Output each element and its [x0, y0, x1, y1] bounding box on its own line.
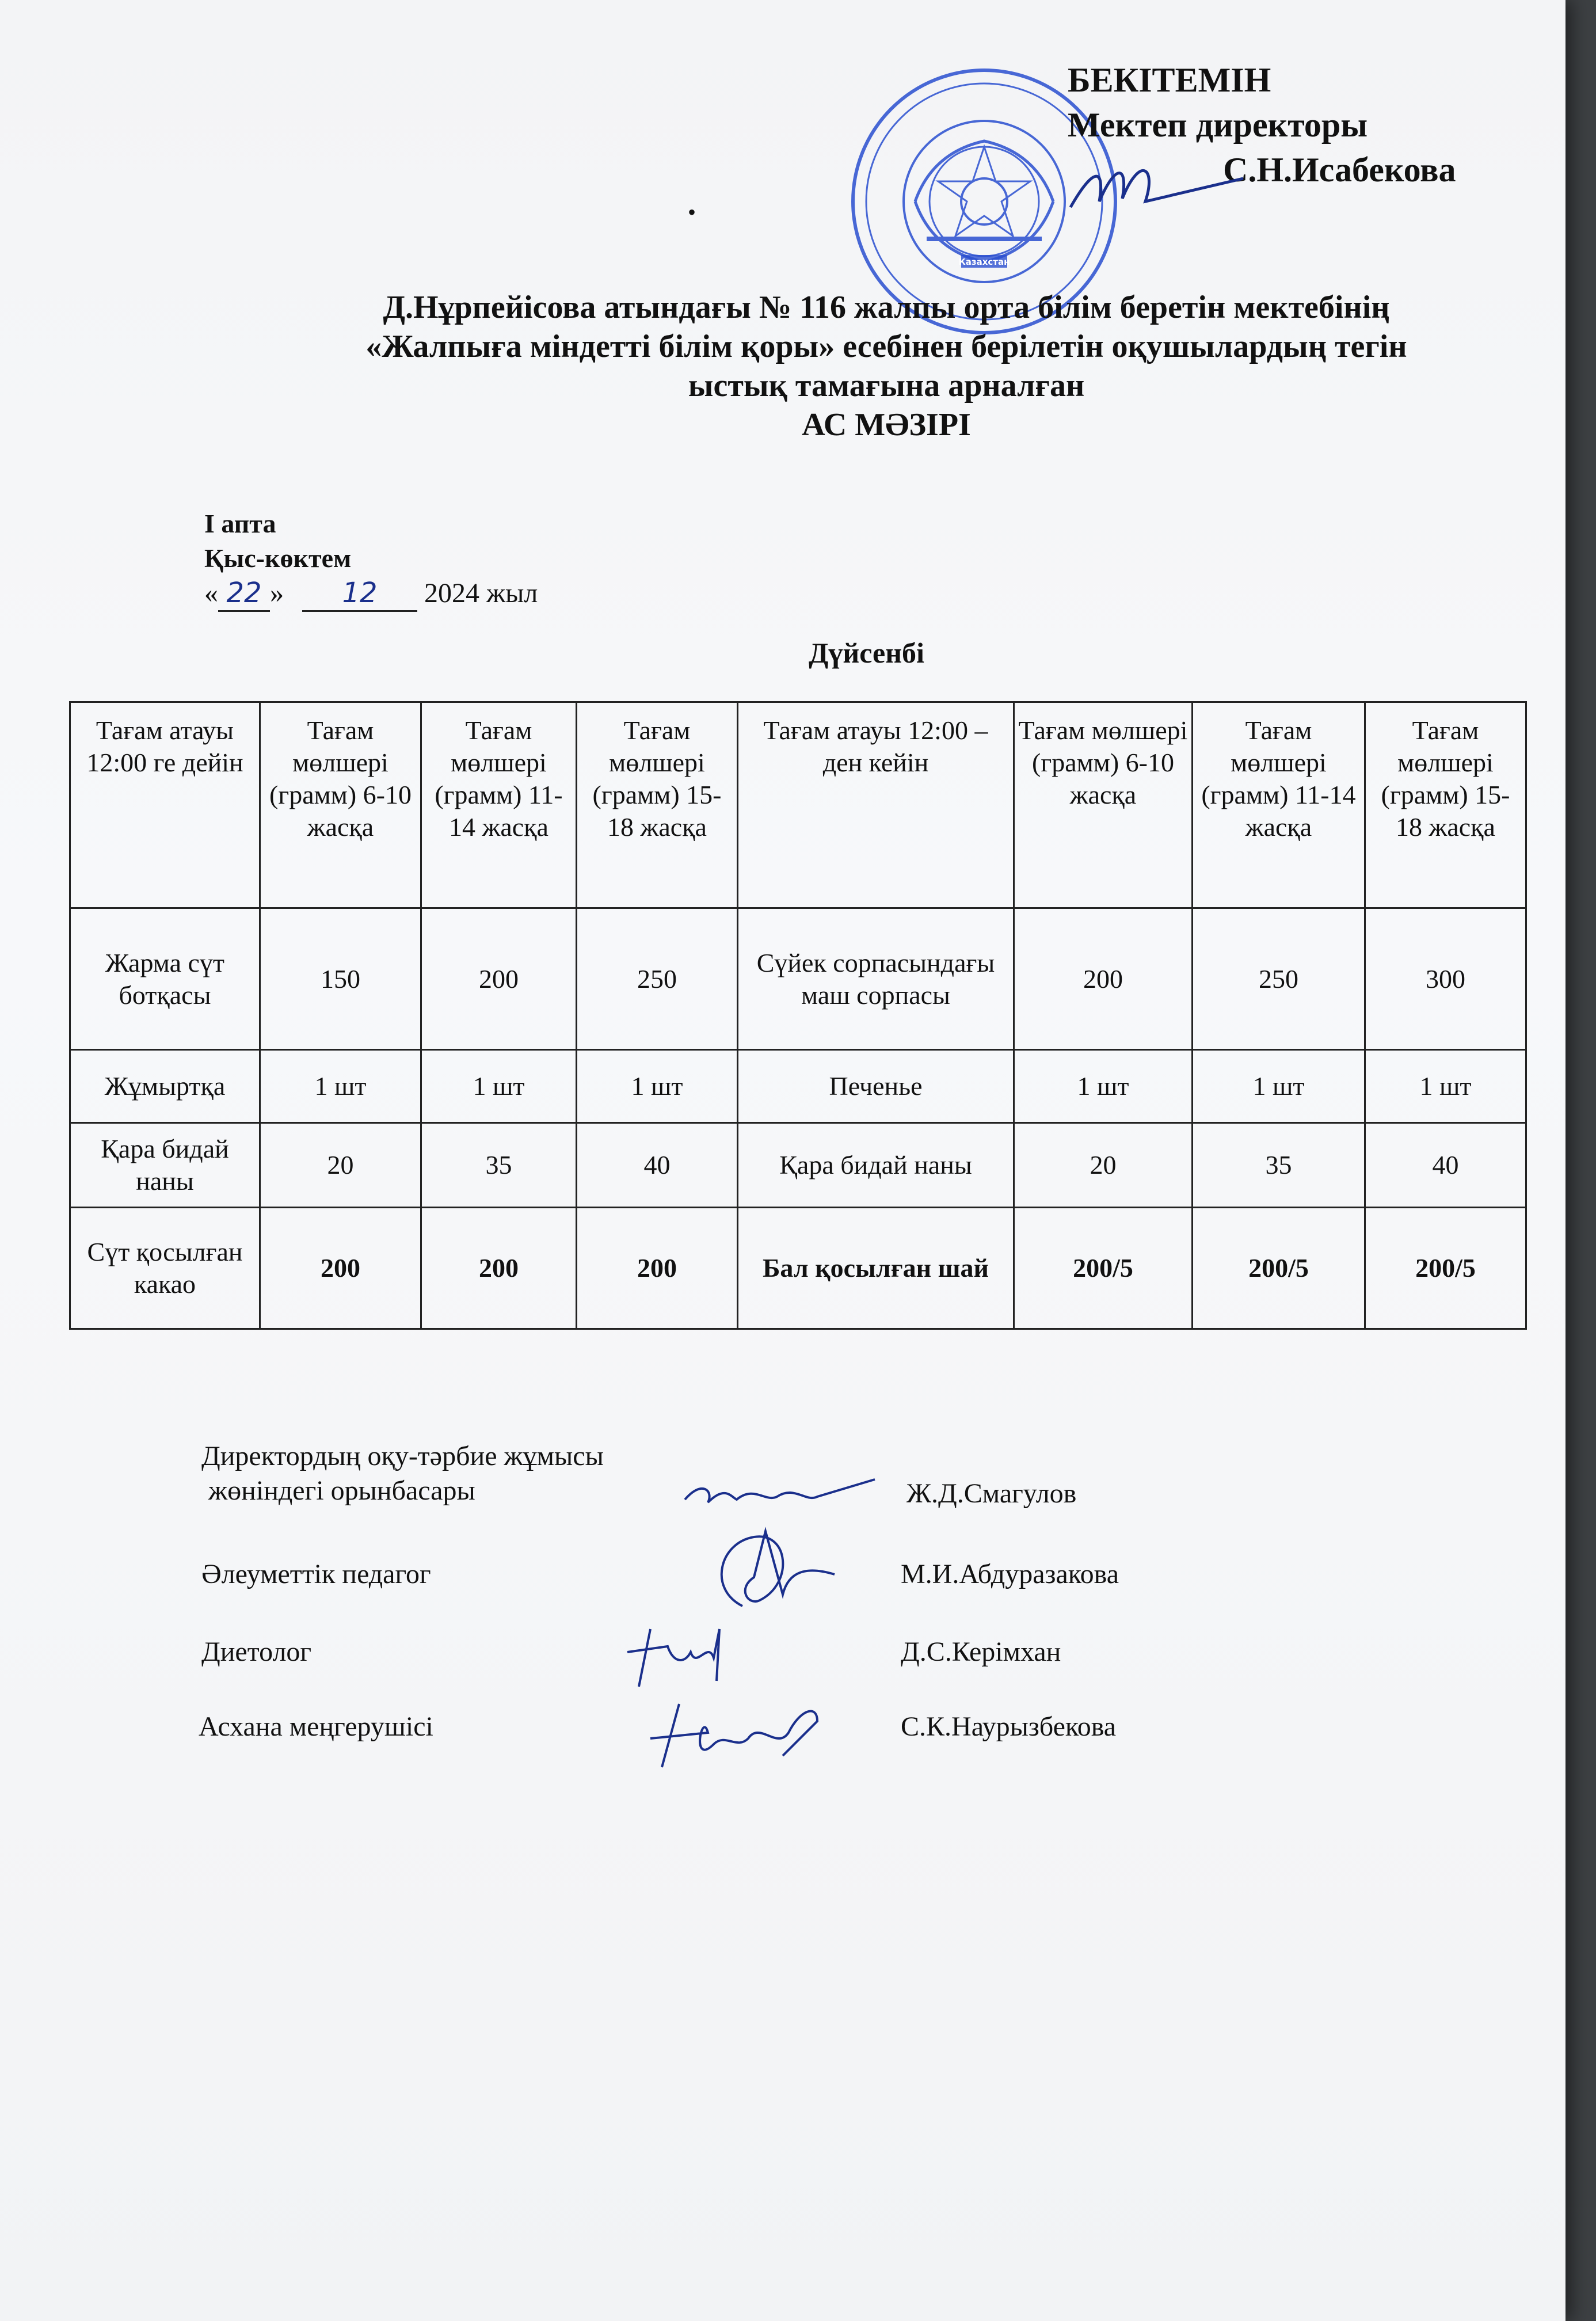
- table-cell: 200: [421, 908, 577, 1050]
- menu-table: [69, 701, 1527, 1330]
- signature-3: [616, 1618, 742, 1692]
- table-cell: Қара бидай наны: [738, 1123, 1014, 1207]
- date-month: 12: [302, 576, 417, 612]
- table-cell: 1 шт: [577, 1050, 738, 1123]
- table-cell: Сүт қосылған какао: [70, 1208, 260, 1329]
- date-open-quote: «: [204, 578, 218, 608]
- table-cell: Бал қосылған шай: [738, 1208, 1014, 1329]
- table-cell: 1 шт: [260, 1050, 421, 1123]
- table-cell: 35: [421, 1123, 577, 1207]
- table-cell: 1 шт: [1193, 1050, 1365, 1123]
- signature-2: [702, 1520, 846, 1623]
- table-cell: 35: [1193, 1123, 1365, 1207]
- signatory-name-3: Д.С.Керімхан: [901, 1637, 1061, 1667]
- table-cell: 200/5: [1365, 1208, 1526, 1329]
- title-line-2: «Жалпыға міндетті білім қоры» есебінен берілетін оқушылардың тегін: [365, 329, 1407, 364]
- table-header-row: [70, 702, 1526, 908]
- table-cell: 1 шт: [421, 1050, 577, 1123]
- header-cell: Тағам мөлшері (грамм) 6-10 жасқа: [1014, 702, 1193, 908]
- header-cell: Тағам атауы 12:00 ге дейін: [70, 702, 260, 908]
- table-cell: 200/5: [1014, 1208, 1193, 1329]
- seal-caption: Казахстан: [958, 257, 1010, 267]
- weekday-label: Дүйсенбі: [809, 637, 924, 669]
- signatory-role-4: Асхана меңгерушісі: [199, 1711, 433, 1742]
- table-cell: 200/5: [1193, 1208, 1365, 1329]
- header-cell: Тағам мөлшері (грамм) 15-18 жасқа: [577, 702, 738, 908]
- week-label: І апта: [204, 509, 276, 538]
- table-cell: Сүйек сорпасындағы маш сорпасы: [738, 908, 1014, 1050]
- header-cell: Тағам мөлшері (грамм) 11-14 жасқа: [1193, 702, 1365, 908]
- title-line-3: ыстық тамағына арналған: [688, 368, 1085, 404]
- director-signature: [1059, 144, 1255, 230]
- signatory-role-line: Директордың оқу-тәрбие жұмысы: [201, 1441, 604, 1471]
- table-cell: 40: [1365, 1123, 1526, 1207]
- document-title: [253, 288, 1519, 444]
- table-cell: 250: [577, 908, 738, 1050]
- table-cell: 1 шт: [1365, 1050, 1526, 1123]
- signature-4: [645, 1687, 829, 1773]
- table-cell: 40: [577, 1123, 738, 1207]
- date-year: 2024 жыл: [424, 578, 538, 608]
- table-cell: 1 шт: [1014, 1050, 1193, 1123]
- table-row: [70, 1123, 1526, 1207]
- signature-1: [679, 1456, 886, 1520]
- header-cell: Тағам атауы 12:00 – ден кейін: [738, 702, 1014, 908]
- signatory-role-2: Әлеуметтік педагог: [201, 1559, 431, 1589]
- table-cell: Жұмыртқа: [70, 1050, 260, 1123]
- table-cell: 200: [421, 1208, 577, 1329]
- date-day: 22: [218, 576, 270, 612]
- menu-meta: [204, 507, 351, 576]
- title-line-1: Д.Нұрпейісова атындағы № 116 жалпы орта білім беретін мектебінің: [383, 290, 1390, 325]
- table-row: [70, 1208, 1526, 1329]
- approval-position: Мектеп директоры: [1068, 106, 1368, 144]
- title-line-4: АС МӘЗІРІ: [802, 407, 971, 443]
- season-label: Қыс-көктем: [204, 543, 352, 573]
- signatory-name-2: М.И.Абдуразакова: [901, 1559, 1119, 1589]
- table-cell: 150: [260, 908, 421, 1050]
- signatory-role-3: Диетолог: [201, 1637, 312, 1667]
- table-cell: Печенье: [738, 1050, 1014, 1123]
- approval-heading: БЕКІТЕМІН: [1068, 61, 1271, 99]
- signatory-role-line: жөніндегі орынбасары: [201, 1475, 475, 1506]
- signatory-name-4: С.К.Наурызбекова: [901, 1711, 1117, 1742]
- date-line: [204, 576, 538, 612]
- date-close-quote: »: [270, 578, 284, 608]
- table-cell: 20: [1014, 1123, 1193, 1207]
- table-row: [70, 908, 1526, 1050]
- header-cell: Тағам мөлшері (грамм) 15-18 жасқа: [1365, 702, 1526, 908]
- header-cell: Тағам мөлшері (грамм) 6-10 жасқа: [260, 702, 421, 908]
- table-cell: 200: [577, 1208, 738, 1329]
- table-cell: 300: [1365, 908, 1526, 1050]
- signatory-role-1: [201, 1439, 604, 1508]
- signatory-name-1: Ж.Д.Смагулов: [906, 1478, 1077, 1509]
- header-cell: Тағам мөлшері (грамм) 11-14 жасқа: [421, 702, 577, 908]
- table-row: [70, 1050, 1526, 1123]
- table-cell: 200: [260, 1208, 421, 1329]
- table-cell: Қара бидай наны: [70, 1123, 260, 1207]
- approval-director-name: С.Н.Исабекова: [1223, 151, 1456, 189]
- table-cell: 200: [1014, 908, 1193, 1050]
- ink-dot: •: [688, 199, 696, 225]
- table-cell: 250: [1193, 908, 1365, 1050]
- table-cell: 20: [260, 1123, 421, 1207]
- table-cell: Жарма сүт ботқасы: [70, 908, 260, 1050]
